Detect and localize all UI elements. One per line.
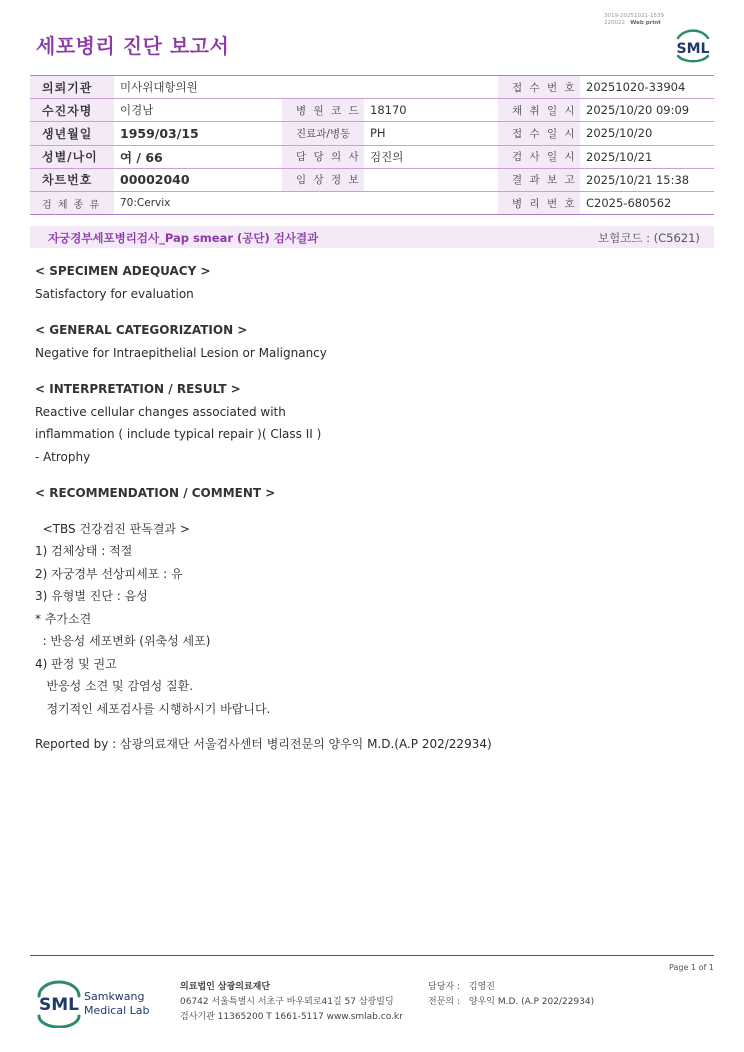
footer-specialist: 양우익 M.D. (A.P 202/22934) bbox=[468, 997, 595, 1007]
label-department: 진료과/병동 bbox=[282, 122, 364, 145]
footer-staff-block bbox=[428, 980, 594, 1010]
value-exam-datetime: 2025/10/21 bbox=[580, 145, 714, 168]
footer-staff-row bbox=[428, 980, 594, 995]
value-accession-number: 20251020-33904 bbox=[580, 76, 714, 99]
specimen-adequacy-text: Satisfactory for evaluation bbox=[35, 286, 194, 301]
page-number: Page 1 of 1 bbox=[669, 963, 714, 972]
footer-logo-line2: Medical Lab bbox=[84, 1004, 150, 1017]
comment-line: 2) 자궁경부 선상피세포 : 유 bbox=[35, 566, 183, 581]
comment-line: 4) 판정 및 권고 bbox=[35, 656, 117, 671]
value-chart-number: 00002040 bbox=[114, 168, 282, 191]
info-row bbox=[30, 191, 714, 214]
blank-cell bbox=[282, 191, 364, 214]
blank-cell bbox=[364, 191, 498, 214]
label-pathology-number: 병 리 번 호 bbox=[498, 191, 580, 214]
print-meta bbox=[604, 13, 664, 27]
footer-address-block bbox=[180, 980, 403, 1025]
info-row bbox=[30, 99, 714, 122]
label-collection-datetime: 채 취 일 시 bbox=[498, 99, 580, 122]
interpretation-line: - Atrophy bbox=[35, 449, 91, 464]
label-clinical-info: 임 상 정 보 bbox=[282, 168, 364, 191]
info-row bbox=[30, 76, 714, 99]
interpretation-line: Reactive cellular changes associated with bbox=[35, 404, 286, 419]
label-sex-age: 성별/나이 bbox=[30, 145, 114, 168]
label-accession-number: 접 수 번 호 bbox=[498, 76, 580, 99]
footer-divider bbox=[30, 955, 714, 956]
value-sex-age: 여 / 66 bbox=[114, 145, 282, 168]
info-row bbox=[30, 168, 714, 191]
info-row bbox=[30, 122, 714, 145]
value-patient-name: 이경남 bbox=[114, 99, 282, 122]
blank-cell bbox=[364, 76, 498, 99]
footer-specialist-label: 전문의 : bbox=[428, 997, 460, 1007]
specimen-adequacy-header: < SPECIMEN ADEQUACY > bbox=[35, 264, 211, 278]
footer-staff-label: 담당자 : bbox=[428, 982, 460, 992]
general-categorization-text: Negative for Intraepithelial Lesion or Malignancy bbox=[35, 345, 327, 360]
label-exam-datetime: 검 사 일 시 bbox=[498, 145, 580, 168]
footer-org: 의료법인 삼광의료재단 bbox=[180, 982, 271, 992]
label-receipt-datetime: 접 수 일 시 bbox=[498, 122, 580, 145]
value-birth-date: 1959/03/15 bbox=[114, 122, 282, 145]
label-chart-number: 차트번호 bbox=[30, 168, 114, 191]
footer-logo-text: SML bbox=[39, 995, 79, 1015]
label-specimen-type: 검 체 종 류 bbox=[30, 191, 114, 214]
reported-by: Reported by : 삼광의료재단 서울검사센터 병리전문의 양우익 M.D.(A.P 202/22934) bbox=[35, 737, 492, 751]
exam-name: 자궁경부세포병리검사_Pap smear (공단) 검사결과 bbox=[48, 231, 319, 245]
footer-specialist-row bbox=[428, 995, 594, 1010]
value-result-report: 2025/10/21 15:38 bbox=[580, 168, 714, 191]
insurance-code: 보험코드 : (C5621) bbox=[598, 231, 700, 245]
samkwang-logo-icon bbox=[36, 978, 156, 1028]
value-pathology-number: C2025-680562 bbox=[580, 191, 714, 214]
footer-contact: 검사기관 11365200 T 1661-5117 www.smlab.co.kr bbox=[180, 1012, 403, 1022]
label-birth-date: 생년월일 bbox=[30, 122, 114, 145]
print-meta-id: 3019-20251021-1539 bbox=[604, 13, 664, 19]
info-row bbox=[30, 145, 714, 168]
label-result-report: 결 과 보 고 bbox=[498, 168, 580, 191]
report-title: 세포병리 진단 보고서 bbox=[36, 34, 230, 58]
print-meta-code: 220022 bbox=[604, 20, 625, 26]
patient-info-table bbox=[30, 75, 714, 215]
report-body bbox=[35, 260, 695, 756]
footer-address: 06742 서울특별시 서초구 바우뫼로41길 57 삼광빌딩 bbox=[180, 997, 394, 1007]
print-meta-mode: Web print bbox=[630, 20, 661, 26]
comment-line: 반응성 소견 및 감염성 질환. bbox=[35, 679, 194, 693]
interpretation-line: inflammation ( include typical repair )( Class II ) bbox=[35, 427, 322, 441]
general-categorization-header: < GENERAL CATEGORIZATION > bbox=[35, 323, 248, 337]
label-physician: 담 당 의 사 bbox=[282, 145, 364, 168]
label-hospital-code: 병 원 코 드 bbox=[282, 99, 364, 122]
value-clinical-info bbox=[364, 168, 498, 191]
interpretation-header: < INTERPRETATION / RESULT > bbox=[35, 382, 241, 396]
print-meta-mode-line bbox=[604, 20, 664, 27]
sml-logo-icon bbox=[672, 26, 714, 66]
comment-line: 3) 유형별 진단 : 음성 bbox=[35, 589, 148, 603]
value-specimen-type: 70:Cervix bbox=[114, 191, 282, 214]
comment-line: <TBS 건강검진 판독결과 > bbox=[35, 521, 190, 536]
value-receipt-datetime: 2025/10/20 bbox=[580, 122, 714, 145]
footer-logo-line1: Samkwang bbox=[84, 990, 145, 1003]
comment-line: * 추가소견 bbox=[35, 611, 92, 626]
comment-line: 1) 검체상태 : 적절 bbox=[35, 544, 133, 558]
value-requesting-institution: 미사위대항의원 bbox=[114, 76, 282, 99]
footer-staff: 김영진 bbox=[468, 982, 495, 992]
comment-line: : 반응성 세포변화 (위축성 세포) bbox=[35, 634, 211, 648]
sml-logo-text: SML bbox=[676, 41, 710, 57]
value-collection-datetime: 2025/10/20 09:09 bbox=[580, 99, 714, 122]
value-physician: 검진의 bbox=[364, 145, 498, 168]
value-department: PH bbox=[364, 122, 498, 145]
label-requesting-institution: 의뢰기관 bbox=[30, 76, 114, 99]
recommendation-header: < RECOMMENDATION / COMMENT > bbox=[35, 486, 276, 500]
blank-cell bbox=[282, 76, 364, 99]
label-patient-name: 수진자명 bbox=[30, 99, 114, 122]
comment-line: 정기적인 세포검사를 시행하시기 바랍니다. bbox=[35, 701, 271, 716]
value-hospital-code: 18170 bbox=[364, 99, 498, 122]
